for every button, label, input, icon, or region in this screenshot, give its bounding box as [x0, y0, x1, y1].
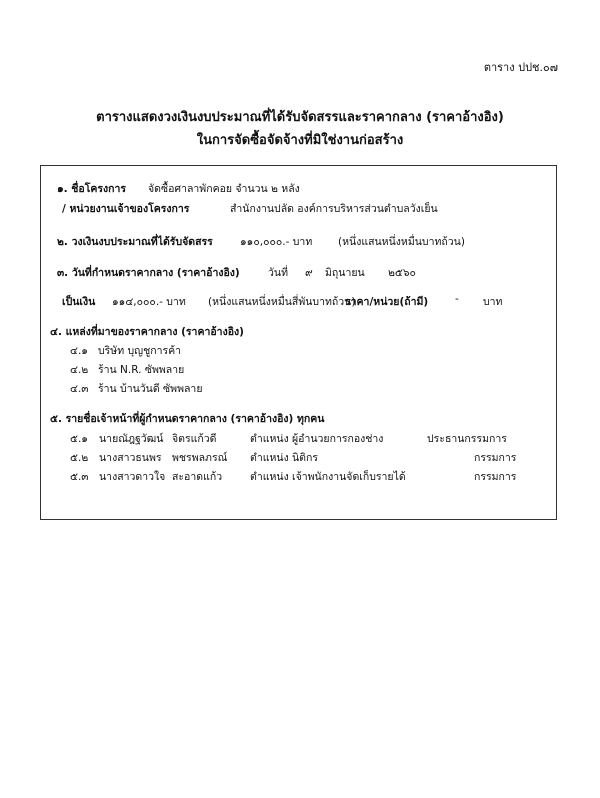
price-source-name: บริษัท บุญชูการค้า	[98, 345, 182, 357]
agency-value: สำนักงานปลัด องค์การบริหารส่วนตำบลวังเย็น	[230, 203, 438, 215]
committee-member-row	[0, 449, 600, 463]
member-number: ๕.๓	[70, 471, 89, 483]
unit-price-currency: บาท	[483, 296, 503, 308]
committee-member-row	[0, 430, 600, 444]
budget-row	[0, 233, 600, 247]
date-day: ๙	[305, 267, 313, 279]
member-first-name: นางสาวดาวใจ	[99, 471, 166, 483]
member-role: กรรมการ	[474, 452, 517, 464]
form-code: ตาราง ปปช.๐๗	[483, 61, 558, 74]
member-number: ๕.๒	[70, 452, 89, 464]
member-position-label: ตำแหน่ง	[250, 433, 289, 445]
member-last-name: สะอาดแก้ว	[172, 471, 223, 483]
member-first-name: นางสาวธนพร	[99, 452, 162, 464]
price-date-row	[0, 264, 600, 278]
price-source-item	[0, 342, 600, 356]
agency-row	[0, 200, 600, 214]
agency-label: / หน่วยงานเจ้าของโครงการ	[62, 203, 190, 215]
member-position: ผู้อำนวยการกองช่าง	[292, 433, 384, 445]
price-source-item	[0, 380, 600, 394]
price-source-item	[0, 361, 600, 375]
member-role: กรรมการ	[474, 471, 517, 483]
member-first-name: นายณัฎฐวัฒน์	[99, 433, 164, 445]
reference-price-text: (หนึ่งแสนหนึ่งหมื่นสี่พันบาทถ้วน)	[208, 296, 356, 308]
member-position-label: ตำแหน่ง	[250, 452, 289, 464]
reference-price-row	[0, 293, 600, 307]
price-source-name: ร้าน บ้านวันดี ซัพพลาย	[98, 383, 203, 395]
date-label: วันที่	[268, 267, 288, 279]
price-sources-header	[0, 323, 600, 337]
price-source-name: ร้าน N.R. ซัพพลาย	[98, 364, 185, 376]
project-name-label: ๑. ชื่อโครงการ	[57, 183, 127, 195]
member-last-name: พชรพลภรณ์	[172, 452, 228, 464]
unit-price-label: ราคา/หน่วย(ถ้ามี)	[345, 296, 429, 308]
budget-label: ๒. วงเงินงบประมาณที่ได้รับจัดสรร	[57, 236, 213, 248]
committee-header	[0, 410, 600, 424]
money-label: เป็นเงิน	[62, 296, 96, 308]
document-subtitle: ในการจัดซื้อจัดจ้างที่มิใช่งานก่อสร้าง	[196, 133, 404, 148]
date-month: มิถุนายน	[325, 267, 365, 279]
price-date-label: ๓. วันที่กำหนดราคากลาง (ราคาอ้างอิง)	[57, 267, 240, 279]
member-number: ๕.๑	[70, 433, 88, 445]
member-position: นิติกร	[292, 452, 318, 464]
price-source-number: ๔.๒	[70, 364, 89, 376]
unit-price-value: -	[455, 293, 459, 305]
member-position: เจ้าพนักงานจัดเก็บรายได้	[292, 471, 406, 483]
date-year: ๒๕๖๐	[388, 267, 416, 279]
member-role: ประธานกรรมการ	[427, 433, 507, 445]
project-name-value: จัดซื้อศาลาพักคอย จำนวน ๒ หลัง	[148, 183, 300, 195]
document-title: ตารางแสดงวงเงินงบประมาณที่ได้รับจัดสรรและราคากลาง (ราคาอ้างอิง)	[96, 110, 504, 125]
budget-amount: ๑๑๐,๐๐๐.- บาท	[240, 236, 313, 248]
committee-label: ๕. รายชื่อเจ้าหน้าที่ผู้กำหนดราคากลาง (ราคาอ้างอิง) ทุกคน	[50, 413, 325, 425]
member-position-label: ตำแหน่ง	[250, 471, 289, 483]
price-sources-label: ๔. แหล่งที่มาของราคากลาง (ราคาอ้างอิง)	[50, 326, 244, 338]
project-name-row	[0, 180, 600, 194]
price-source-number: ๔.๓	[70, 383, 89, 395]
reference-price-amount: ๑๑๔,๐๐๐.- บาท	[112, 296, 186, 308]
committee-member-row	[0, 468, 600, 482]
budget-amount-text: (หนึ่งแสนหนึ่งหมื่นบาทถ้วน)	[338, 236, 465, 248]
price-source-number: ๔.๑	[70, 345, 88, 357]
member-last-name: จิตรแก้วดี	[172, 433, 217, 445]
